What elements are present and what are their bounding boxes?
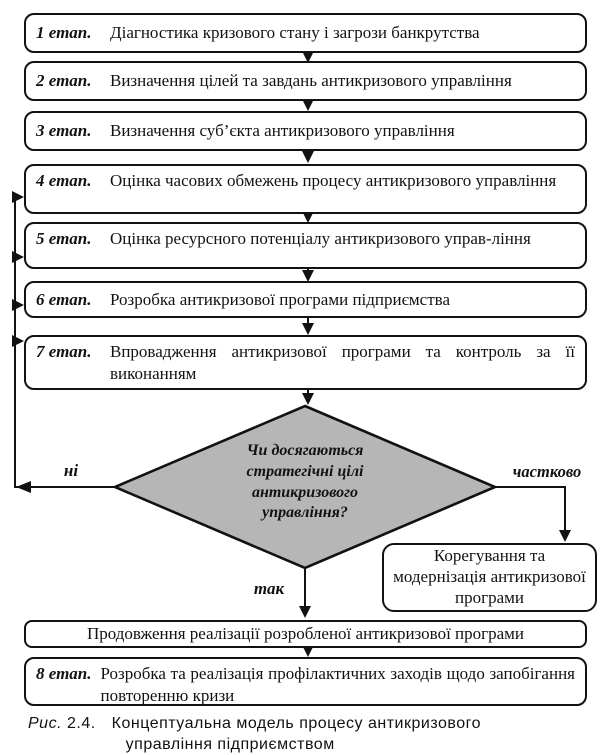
stage-text: Визначення суб’єкта антикризового управління: [110, 121, 455, 141]
stage-box-6: [24, 281, 587, 318]
caption-text: [112, 713, 481, 755]
stage-box-1: [24, 13, 587, 53]
decision-question: Чи досягаються стратегічні цілі антикризового управління?: [246, 442, 364, 522]
stage-box-7: [24, 335, 587, 390]
branch-label-no: ні: [63, 461, 79, 480]
stage-number: 7 етап.: [36, 342, 92, 361]
stage-text: Діагностика кризового стану і загрози банкрутства: [110, 23, 480, 43]
stage-text: Розробка антикризової програми підприємства: [110, 289, 450, 309]
stage-number: 1 етап.: [36, 23, 92, 43]
continue-box: [24, 620, 587, 648]
stage-box-4: [24, 164, 587, 214]
stage-number: 8 етап.: [36, 664, 92, 683]
stage-text: Впровадження антикризової програми та контроль за її виконанням: [110, 342, 575, 383]
stage-number: 5 етап.: [36, 229, 92, 248]
correction-box-text: Корегування та модернізація антикризової програми: [393, 546, 586, 607]
stage-text: Оцінка часових обмежень процесу антикризового управління: [110, 171, 557, 190]
stage-text: Розробка та реалізація профілактичних заходів щодо запобігання повторенню кризи: [100, 664, 575, 705]
caption-line-1: Концептуальна модель процесу антикризового: [111, 715, 481, 732]
stage-number: 3 етап.: [36, 121, 92, 141]
figure-caption: [28, 713, 588, 755]
caption-line-2: управління підприємством: [125, 736, 335, 754]
caption-figure-word: Рис.: [28, 715, 63, 732]
stage-text: Визначення цілей та завдань антикризового управління: [110, 71, 512, 91]
stage-number: 6 етап.: [36, 289, 92, 309]
correction-box: [382, 543, 597, 612]
stage-number: 4 етап.: [36, 171, 92, 190]
caption-figure-number: 2.4.: [66, 715, 96, 732]
stage-number: 2 етап.: [36, 71, 92, 91]
stage-text: Оцінка ресурсного потенціалу антикризового управ-ління: [110, 229, 531, 248]
continue-box-text: Продовження реалізації розробленої антикризової програми: [86, 623, 525, 643]
branch-label-partial: частково: [512, 462, 582, 481]
stage-box-5: [24, 222, 587, 269]
stage-box-2: [24, 61, 587, 101]
stage-box-8: [24, 657, 587, 706]
branch-label-yes: так: [253, 579, 285, 598]
caption-prefix: [28, 713, 96, 755]
stage-box-3: [24, 111, 587, 151]
